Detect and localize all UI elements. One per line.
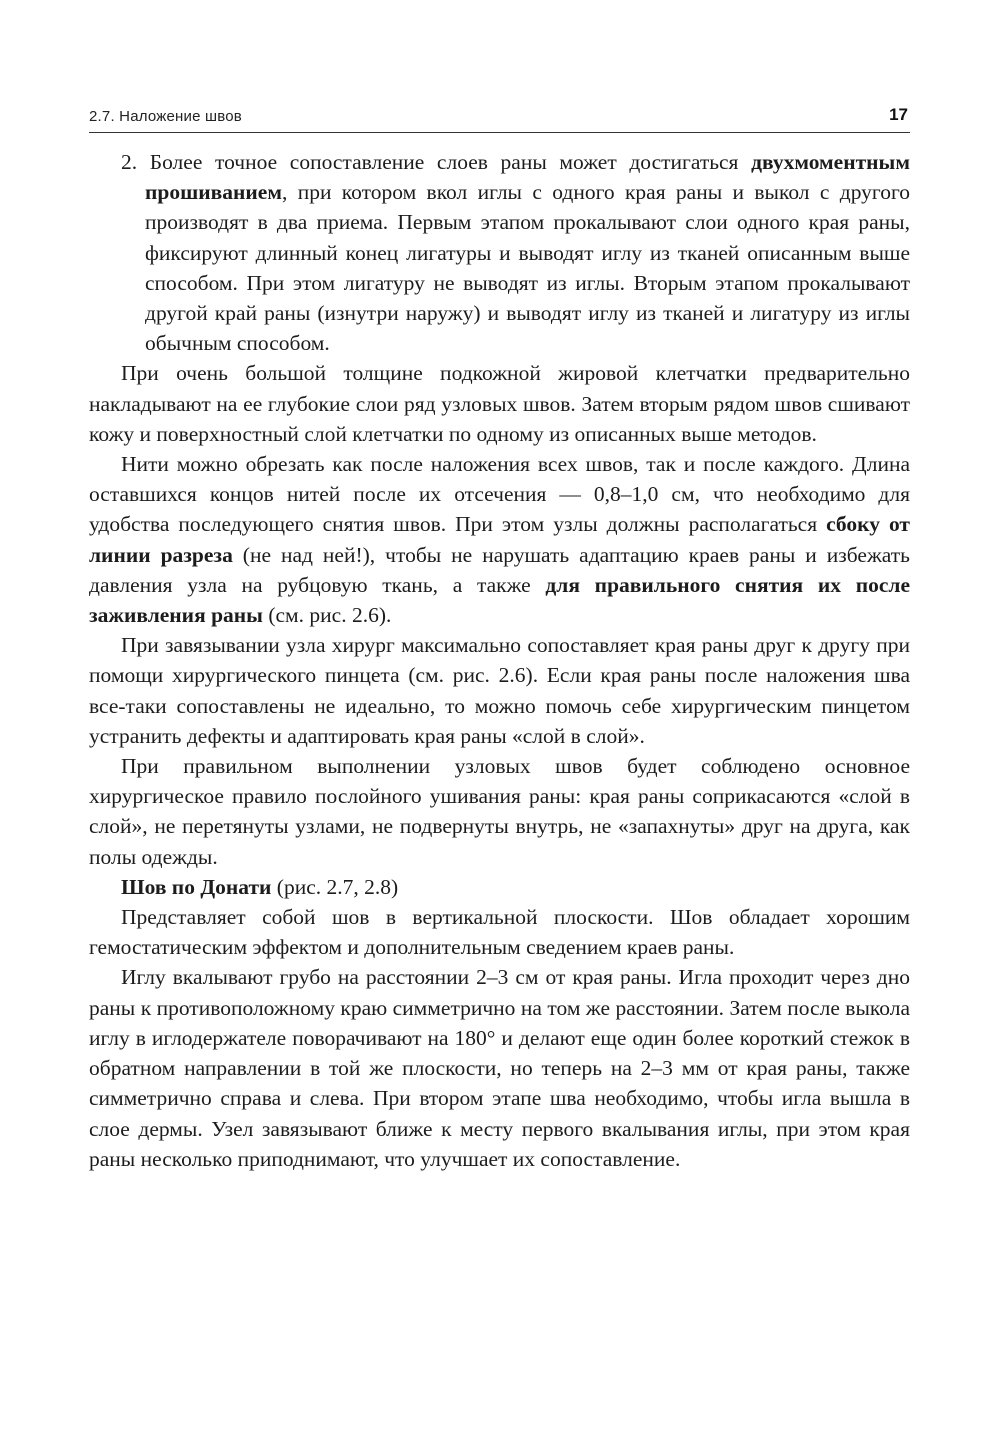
subheading-ref: (рис. 2.7, 2.8) — [271, 874, 399, 899]
paragraph: Иглу вкалывают грубо на расстоянии 2–3 см от края раны. Игла проходит через дно раны к противоположному краю симметрично на том же расстоянии. Затем после выкола иглу в иглодержателе поворачивают на 180° и делают еще один более короткий стежок в обратном направлении в той же плоскости, но теперь на 2–3 мм от края раны, также симметрично справа и слева. При втором этапе шва необходимо, чтобы игла вышла в слое дермы. Узел завязывают ближе к месту первого вкалывания иглы, при этом края раны несколько приподнимают, что улучшает их сопоставление. — [89, 965, 910, 1171]
paragraph-text: (не над ней!), чтобы не нарушать адаптацию краев раны и избежать давления узла на рубцовую ткань, а также — [89, 542, 910, 597]
bold-term: двухмоментным прошиванием — [145, 150, 910, 205]
list-item-2 — [89, 147, 910, 358]
section-title: 2.7. Наложение швов — [89, 108, 242, 125]
subheading — [89, 872, 910, 902]
paragraph: При завязывании узла хирург максимально сопоставляет края раны друг к другу при помощи хирургического пинцета (см. рис. 2.6). Если края раны после наложения шва все-таки сопоставлены не идеально, то можно помочь себе хирургическим пинцетом устранить дефекты и адаптировать края раны «слой в слой». — [89, 633, 910, 748]
list-text-end: , при котором вкол иглы с одного края раны и выкол с другого производят в два приема. Первым этапом прокалывают слои одного края раны, фиксируют длинный конец лигатуры и выводят иглу из тканей описанным выше способом. При этом лигатуру не выводят из иглы. Вторым этапом прокалывают другой край раны (изнутри наружу) и выводят иглу из тканей и лигатуру из иглы обычным способом. — [145, 180, 910, 356]
paragraph — [89, 449, 910, 630]
paragraph: При очень большой толщине подкожной жировой клетчатки предварительно накладывают на ее глубокие слои ряд узловых швов. Затем вторым рядом швов сшивают кожу и поверхностный слой клетчатки по одному из описанных выше методов. — [89, 361, 910, 446]
list-text-start: Более точное сопоставление слоев раны может достигаться — [137, 150, 752, 174]
paragraph: Представляет собой шов в вертикальной плоскости. Шов обладает хорошим гемостатическим эффектом и дополнительным сведением краев раны. — [89, 905, 910, 960]
bold-term: сбоку от линии разреза — [89, 512, 910, 567]
page-number: 17 — [889, 105, 908, 124]
paragraph-text: Нити можно обрезать как после наложения всех швов, так и после каждого. Длина оставшихся концов нитей после их отсечения — 0,8–1,0 см, что необходимо для удобства последующего снятия швов. При этом узлы должны располагаться — [89, 452, 910, 537]
paragraph: При правильном выполнении узловых швов будет соблюдено основное хирургическое правило послойного ушивания раны: края раны соприкасаются «слой в слой», не перетянуты узлами, не подвернуты внутрь, не «запахнуты» друг на друга, как полы одежды. — [89, 754, 910, 869]
subheading-bold: Шов по Донати — [121, 874, 272, 899]
paragraph-text: (см. рис. 2.6). — [262, 603, 392, 628]
running-header — [89, 100, 910, 133]
bold-term: для правильного снятия их после заживления раны — [89, 572, 910, 628]
page-body — [89, 147, 910, 1174]
list-number: 2. — [121, 150, 138, 174]
